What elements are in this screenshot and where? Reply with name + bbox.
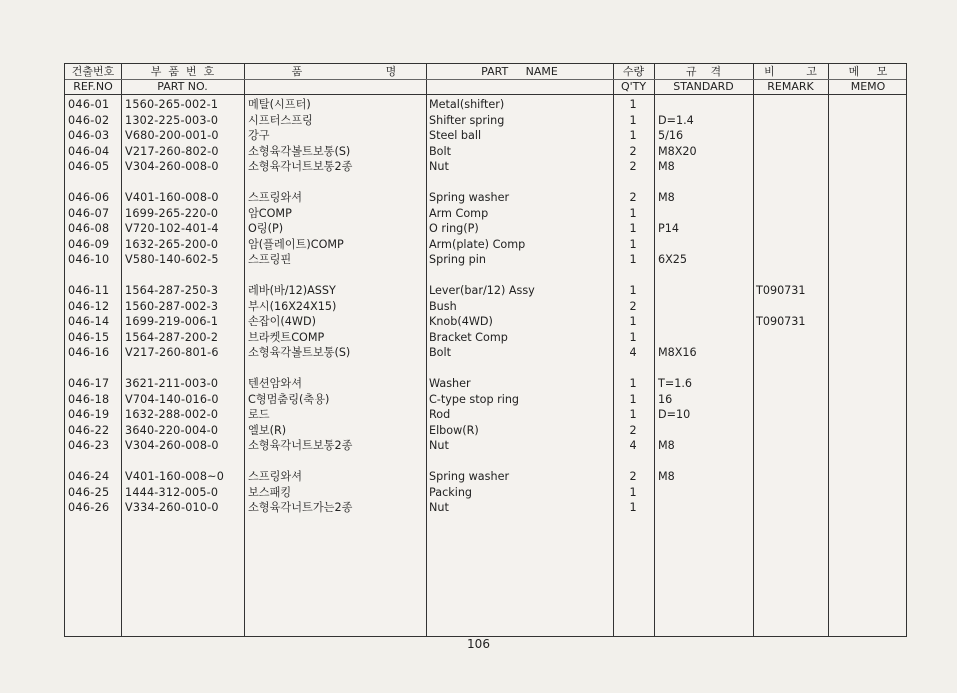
- header-qty-en: Q'TY: [620, 80, 647, 93]
- quantity-cell: 1: [629, 222, 637, 235]
- ref-no-cell: 046-12: [68, 299, 110, 313]
- part-no-cell: 3640-220-004-0: [125, 423, 219, 437]
- korean-name-cell: 소형육각너트보통2종: [248, 160, 353, 173]
- standard-cell: 6X25: [658, 253, 688, 266]
- quantity-cell: 2: [629, 160, 637, 173]
- header-part-ko: 부 품 번 호: [150, 65, 215, 78]
- table-row: [65, 500, 906, 516]
- part-no-cell: 1632-288-002-0: [125, 408, 219, 421]
- english-name-cell: Shifter spring: [429, 113, 505, 127]
- korean-name-cell: 소형육각너트보통2종: [248, 439, 353, 452]
- english-name-cell: Nut: [429, 439, 449, 452]
- page-number: 106: [467, 637, 490, 651]
- english-name-cell: Elbow(R): [429, 423, 479, 437]
- header-rem-ko: 비 고: [764, 65, 817, 78]
- part-no-cell: 1560-265-002-1: [125, 98, 219, 111]
- part-no-cell: V680-200-001-0: [125, 129, 219, 142]
- header-memo-ko: 메 모: [848, 65, 888, 78]
- table-row: [65, 283, 906, 299]
- english-name-cell: Bracket Comp: [429, 330, 508, 344]
- ref-no-cell: 046-03: [68, 129, 110, 142]
- standard-cell: M8: [658, 160, 675, 173]
- ref-no-cell: 046-24: [68, 470, 110, 483]
- english-name-cell: Nut: [429, 501, 449, 514]
- korean-name-cell: O링(P): [248, 222, 284, 235]
- table-row: [65, 237, 906, 253]
- part-no-cell: 1632-265-200-0: [125, 237, 219, 251]
- standard-cell: M8: [658, 191, 675, 204]
- table-row: [65, 252, 906, 268]
- english-name-cell: Metal(shifter): [429, 98, 505, 111]
- header-part-en: PART NO.: [157, 80, 208, 93]
- ref-no-cell: 046-06: [68, 191, 110, 204]
- part-no-cell: V720-102-401-4: [125, 222, 219, 235]
- table-row: [65, 190, 906, 206]
- table-row: [65, 314, 906, 330]
- english-name-cell: Spring washer: [429, 191, 510, 204]
- header-qty-ko: 수량: [622, 65, 645, 78]
- ref-no-cell: 046-09: [68, 237, 110, 251]
- part-no-cell: V401-160-008-0: [125, 191, 219, 204]
- standard-cell: 16: [658, 392, 673, 406]
- korean-name-cell: 강구: [248, 129, 270, 142]
- part-no-cell: V401-160-008~0: [125, 470, 225, 483]
- table-row: [65, 128, 906, 144]
- header-name-ko-left: 품: [291, 65, 303, 78]
- ref-no-cell: 046-11: [68, 284, 110, 297]
- quantity-cell: 1: [629, 98, 637, 111]
- english-name-cell: Washer: [429, 377, 471, 390]
- ref-no-cell: 046-05: [68, 160, 110, 173]
- standard-cell: D=10: [658, 408, 691, 421]
- english-name-cell: Arm(plate) Comp: [429, 237, 526, 251]
- ref-no-cell: 046-07: [68, 206, 110, 220]
- quantity-cell: 1: [629, 485, 637, 499]
- table-row: [65, 423, 906, 439]
- korean-name-cell: 레바(바/12)ASSY: [248, 284, 336, 297]
- ref-no-cell: 046-26: [68, 501, 110, 514]
- quantity-cell: 1: [629, 330, 637, 344]
- standard-cell: D=1.4: [658, 113, 694, 127]
- part-no-cell: 3621-211-003-0: [125, 377, 219, 390]
- part-no-cell: V704-140-016-0: [125, 392, 219, 406]
- english-name-cell: O ring(P): [429, 222, 479, 235]
- quantity-cell: 2: [629, 191, 637, 204]
- ref-no-cell: 046-01: [68, 98, 110, 111]
- korean-name-cell: 로드: [248, 408, 270, 421]
- korean-name-cell: 암COMP: [248, 206, 292, 220]
- english-name-cell: Packing: [429, 485, 473, 499]
- table-row: [65, 407, 906, 423]
- header-memo-en: MEMO: [850, 80, 886, 93]
- table-row: [65, 345, 906, 361]
- table-row: [65, 144, 906, 160]
- english-name-cell: Rod: [429, 408, 451, 421]
- remark-cell: T090731: [756, 284, 806, 297]
- ref-no-cell: 046-10: [68, 253, 110, 266]
- table-row: [65, 438, 906, 454]
- korean-name-cell: 소형육각볼트보통(S): [248, 144, 351, 158]
- table-row: [65, 376, 906, 392]
- part-no-cell: V217-260-802-0: [125, 144, 219, 158]
- korean-name-cell: 소형육각너트가는2종: [248, 501, 353, 514]
- korean-name-cell: 엘보(R): [248, 423, 287, 437]
- english-name-cell: Lever(bar/12) Assy: [429, 284, 535, 297]
- table-row: [65, 221, 906, 237]
- part-no-cell: 1699-265-220-0: [125, 206, 219, 220]
- ref-no-cell: 046-04: [68, 144, 110, 158]
- ref-no-cell: 046-16: [68, 346, 110, 359]
- remark-cell: T090731: [756, 315, 806, 328]
- korean-name-cell: 암(플레이트)COMP: [248, 237, 344, 251]
- standard-cell: M8X20: [658, 144, 697, 158]
- english-name-cell: Spring washer: [429, 470, 510, 483]
- quantity-cell: 1: [629, 253, 637, 266]
- quantity-cell: 1: [629, 129, 637, 142]
- quantity-cell: 1: [629, 501, 637, 514]
- korean-name-cell: 보스패킹: [248, 485, 292, 499]
- english-name-cell: Knob(4WD): [429, 315, 493, 328]
- quantity-cell: 4: [629, 346, 637, 359]
- table-row: [65, 206, 906, 222]
- part-no-cell: 1699-219-006-1: [125, 315, 219, 328]
- standard-cell: 5/16: [658, 129, 684, 142]
- part-no-cell: 1564-287-200-2: [125, 330, 219, 344]
- korean-name-cell: 시프터스프링: [248, 113, 313, 127]
- korean-name-cell: 브라켓트COMP: [248, 330, 325, 344]
- ref-no-cell: 046-08: [68, 222, 110, 235]
- quantity-cell: 2: [629, 470, 637, 483]
- quantity-cell: 4: [629, 439, 637, 452]
- english-name-cell: Bolt: [429, 144, 452, 158]
- part-no-cell: 1302-225-003-0: [125, 113, 219, 127]
- english-name-cell: Bolt: [429, 346, 452, 359]
- table-row: [65, 330, 906, 346]
- table-row: [65, 392, 906, 408]
- quantity-cell: 1: [629, 113, 637, 127]
- header-ref-en: REF.NO: [73, 80, 113, 93]
- ref-no-cell: 046-18: [68, 392, 110, 406]
- quantity-cell: 1: [629, 408, 637, 421]
- quantity-cell: 1: [629, 284, 637, 297]
- header-name-ko-right: 명: [385, 65, 397, 78]
- korean-name-cell: 메탈(시프터): [248, 98, 311, 111]
- parts-table: [64, 63, 907, 637]
- ref-no-cell: 046-23: [68, 439, 110, 452]
- korean-name-cell: 손잡이(4WD): [248, 315, 316, 328]
- korean-name-cell: C형멈춤링(축용): [248, 392, 330, 406]
- ref-no-cell: 046-15: [68, 330, 110, 344]
- korean-name-cell: 스프링핀: [248, 253, 292, 266]
- part-no-cell: V580-140-602-5: [125, 253, 219, 266]
- ref-no-cell: 046-02: [68, 113, 110, 127]
- part-no-cell: 1444-312-005-0: [125, 485, 219, 499]
- header-std-en: STANDARD: [673, 80, 734, 93]
- english-name-cell: C-type stop ring: [429, 392, 520, 406]
- quantity-cell: 2: [629, 144, 637, 158]
- standard-cell: M8X16: [658, 346, 697, 359]
- table-row: [65, 469, 906, 485]
- standard-cell: M8: [658, 470, 675, 483]
- english-name-cell: Arm Comp: [429, 206, 489, 220]
- table-row: [65, 299, 906, 315]
- table-row: [65, 97, 906, 113]
- korean-name-cell: 소형육각볼트보통(S): [248, 346, 351, 359]
- part-no-cell: V304-260-008-0: [125, 160, 219, 173]
- quantity-cell: 2: [629, 299, 637, 313]
- korean-name-cell: 스프링와셔: [248, 470, 303, 483]
- standard-cell: T=1.6: [658, 377, 692, 390]
- part-no-cell: V304-260-008-0: [125, 439, 219, 452]
- header-std-ko: 규 격: [685, 65, 722, 78]
- ref-no-cell: 046-17: [68, 377, 110, 390]
- part-no-cell: 1564-287-250-3: [125, 284, 219, 297]
- quantity-cell: 1: [629, 237, 637, 251]
- ref-no-cell: 046-22: [68, 423, 110, 437]
- quantity-cell: 1: [629, 392, 637, 406]
- korean-name-cell: 텐션암와셔: [248, 377, 303, 390]
- ref-no-cell: 046-25: [68, 485, 110, 499]
- english-name-cell: Nut: [429, 160, 449, 173]
- part-no-cell: 1560-287-002-3: [125, 299, 219, 313]
- table-row: [65, 485, 906, 501]
- part-no-cell: V334-260-010-0: [125, 501, 219, 514]
- korean-name-cell: 부시(16X24X15): [248, 299, 337, 313]
- header-bottom-line: [65, 94, 906, 95]
- header-name-en: PART NAME: [481, 65, 558, 78]
- quantity-cell: 2: [629, 423, 637, 437]
- korean-name-cell: 스프링와셔: [248, 191, 303, 204]
- header-rem-en: REMARK: [767, 80, 814, 93]
- ref-no-cell: 046-14: [68, 315, 110, 328]
- english-name-cell: Spring pin: [429, 253, 486, 266]
- quantity-cell: 1: [629, 206, 637, 220]
- ref-no-cell: 046-19: [68, 408, 110, 421]
- quantity-cell: 1: [629, 377, 637, 390]
- english-name-cell: Bush: [429, 299, 457, 313]
- standard-cell: M8: [658, 439, 675, 452]
- table-row: [65, 159, 906, 175]
- quantity-cell: 1: [629, 315, 637, 328]
- english-name-cell: Steel ball: [429, 129, 482, 142]
- part-no-cell: V217-260-801-6: [125, 346, 219, 359]
- standard-cell: P14: [658, 222, 679, 235]
- header-ref-ko: 건출번호: [71, 65, 115, 78]
- table-row: [65, 113, 906, 129]
